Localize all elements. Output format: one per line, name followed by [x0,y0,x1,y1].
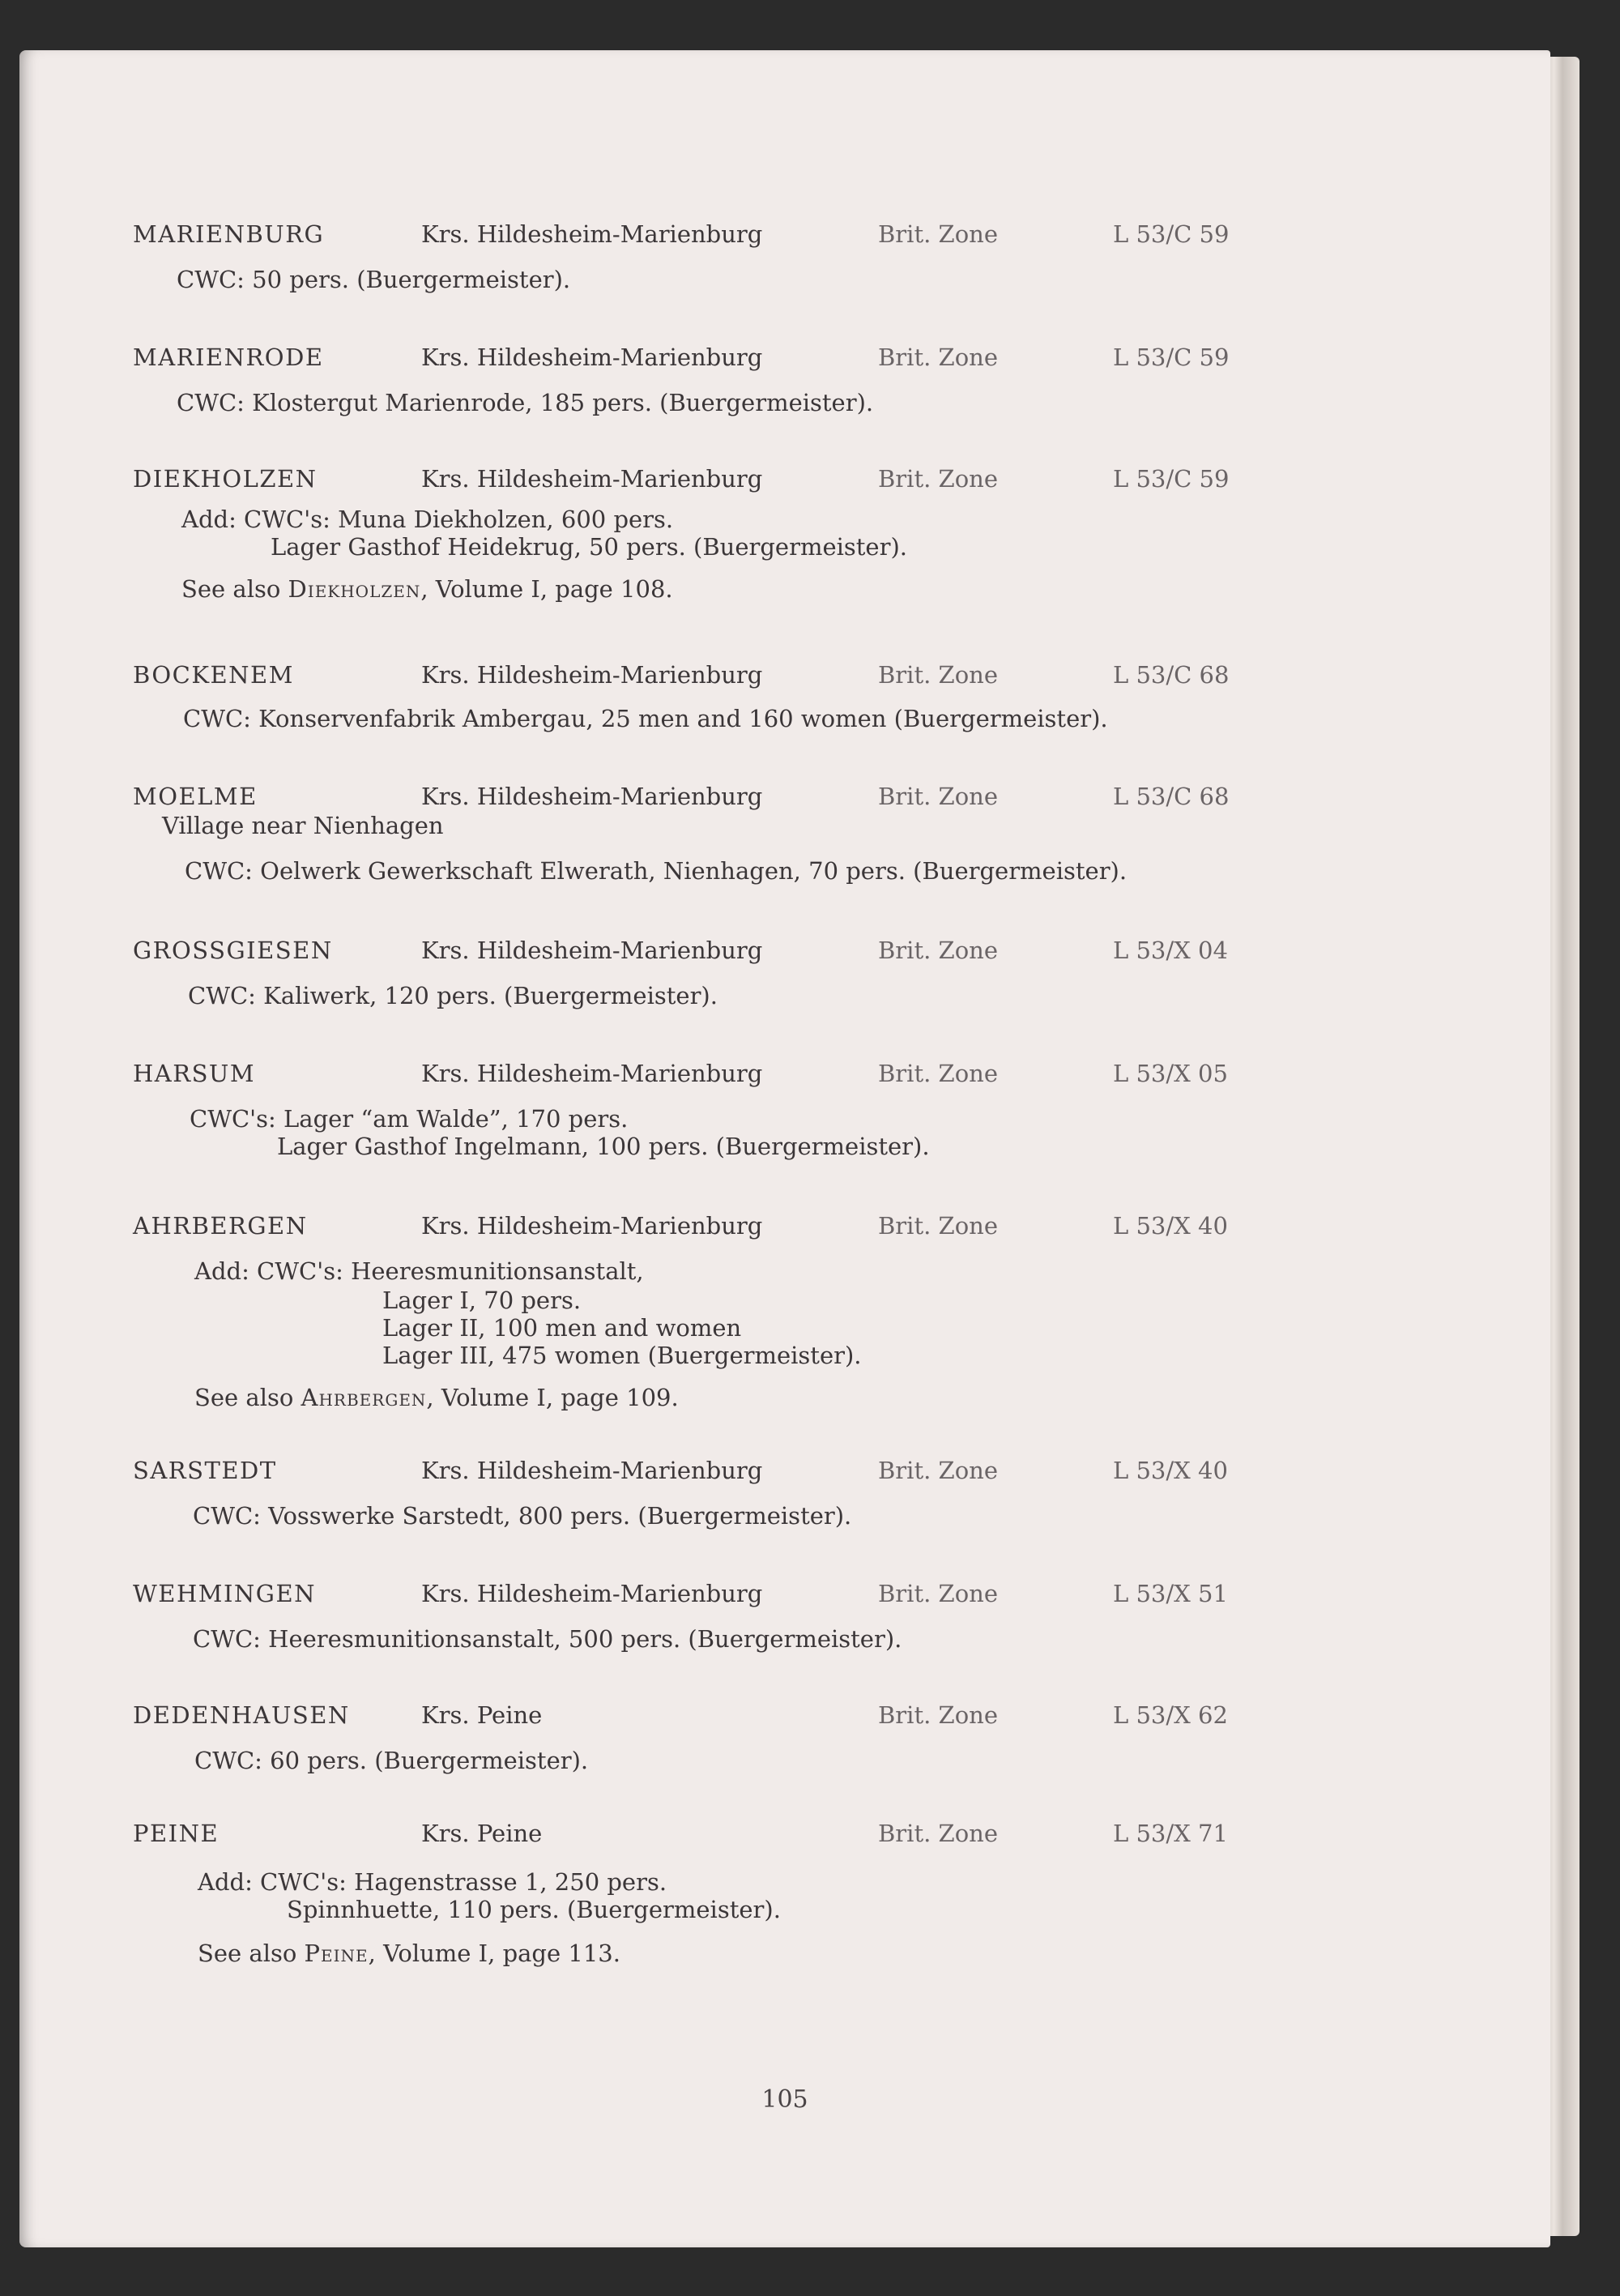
zone: Brit. Zone [878,783,998,810]
entry-subtitle: Village near Nienhagen [162,812,444,839]
district: Krs. Hildesheim-Marienburg [421,1580,763,1607]
zone: Brit. Zone [878,1701,998,1729]
entry-dedenhausen [19,1701,1550,1774]
document-page [19,50,1550,2247]
zone: Brit. Zone [878,344,998,371]
entry-detail: CWC: Kaliwerk, 120 pers. (Buergermeister). [188,982,718,1009]
see-also-reference: See also Peine, Volume I, page 113. [198,1940,620,1967]
entry-detail: CWC: Oelwerk Gewerkschaft Elwerath, Nienhagen, 70 pers. (Buergermeister). [185,857,1128,885]
entry-detail: CWC: Konservenfabrik Ambergau, 25 men and 160 women (Buergermeister). [183,705,1108,732]
entry-detail: Add: CWC's: Heeresmunitionsanstalt, [194,1257,644,1285]
place-name: DEDENHAUSEN [133,1701,350,1729]
zone: Brit. Zone [878,937,998,964]
entry-peine [19,1820,1550,1967]
entry-detail: Spinnhuette, 110 pers. (Buergermeister). [287,1896,781,1923]
entry-detail: CWC's: Lager “am Walde”, 170 pers. [190,1105,629,1133]
entry-bockenem [19,661,1550,732]
zone: Brit. Zone [878,1820,998,1847]
district: Krs. Hildesheim-Marienburg [421,1457,763,1484]
district: Krs. Hildesheim-Marienburg [421,465,763,493]
zone: Brit. Zone [878,1060,998,1087]
zone: Brit. Zone [878,220,998,248]
zone: Brit. Zone [878,1457,998,1484]
map-reference: L 53/X 40 [1113,1457,1228,1484]
place-name: PEINE [133,1820,220,1847]
entry-detail: Lager II, 100 men and women [382,1314,742,1342]
entry-detail: Lager Gasthof Ingelmann, 100 pers. (Buergermeister). [277,1133,930,1160]
entry-detail: Add: CWC's: Hagenstrasse 1, 250 pers. [198,1868,667,1896]
entry-detail: Lager III, 475 women (Buergermeister). [382,1342,862,1369]
see-also-reference: See also Diekholzen, Volume I, page 108. [181,575,673,603]
entry-wehmingen [19,1580,1550,1653]
place-name: DIEKHOLZEN [133,465,318,493]
district: Krs. Hildesheim-Marienburg [421,1060,763,1087]
entry-detail: CWC: Heeresmunitionsanstalt, 500 pers. (Buergermeister). [193,1625,902,1653]
zone: Brit. Zone [878,661,998,689]
zone: Brit. Zone [878,1212,998,1240]
district: Krs. Peine [421,1701,543,1729]
entry-detail: CWC: Klostergut Marienrode, 185 pers. (Buergermeister). [177,389,874,416]
entry-detail: CWC: 60 pers. (Buergermeister). [194,1747,589,1774]
map-reference: L 53/C 59 [1113,220,1230,248]
zone: Brit. Zone [878,1580,998,1607]
entry-grossgiesen [19,937,1550,1009]
place-name: MARIENBURG [133,220,325,248]
district: Krs. Peine [421,1820,543,1847]
district: Krs. Hildesheim-Marienburg [421,1212,763,1240]
place-name: GROSSGIESEN [133,937,333,964]
district: Krs. Hildesheim-Marienburg [421,783,763,810]
page-number: 105 [761,2085,808,2114]
map-reference: L 53/C 59 [1113,344,1230,371]
district: Krs. Hildesheim-Marienburg [421,661,763,689]
entry-detail: Add: CWC's: Muna Diekholzen, 600 pers. [181,506,674,533]
map-reference: L 53/X 62 [1113,1701,1228,1729]
place-name: BOCKENEM [133,661,294,689]
entry-detail: CWC: 50 pers. (Buergermeister). [177,266,571,293]
entry-detail: Lager Gasthof Heidekrug, 50 pers. (Buergermeister). [271,533,907,561]
map-reference: L 53/C 68 [1113,661,1230,689]
place-name: MARIENRODE [133,344,324,371]
place-name: HARSUM [133,1060,256,1087]
place-name: MOELME [133,783,258,810]
place-name: WEHMINGEN [133,1580,317,1607]
entry-marienrode [19,344,1550,416]
zone: Brit. Zone [878,465,998,493]
map-reference: L 53/C 68 [1113,783,1230,810]
map-reference: L 53/X 51 [1113,1580,1228,1607]
place-name: SARSTEDT [133,1457,277,1484]
map-reference: L 53/X 05 [1113,1060,1228,1087]
map-reference: L 53/X 71 [1113,1820,1228,1847]
entry-harsum [19,1060,1550,1160]
map-reference: L 53/C 59 [1113,465,1230,493]
entry-moelme [19,783,1550,885]
map-reference: L 53/X 04 [1113,937,1228,964]
map-reference: L 53/X 40 [1113,1212,1228,1240]
entry-diekholzen [19,465,1550,603]
district: Krs. Hildesheim-Marienburg [421,937,763,964]
place-name: AHRBERGEN [133,1212,308,1240]
entry-ahrbergen [19,1212,1550,1411]
entry-detail: Lager I, 70 pers. [382,1287,582,1314]
see-also-reference: See also Ahrbergen, Volume I, page 109. [194,1384,679,1411]
district: Krs. Hildesheim-Marienburg [421,220,763,248]
entry-detail: CWC: Vosswerke Sarstedt, 800 pers. (Buergermeister). [193,1502,852,1530]
district: Krs. Hildesheim-Marienburg [421,344,763,371]
entry-sarstedt [19,1457,1550,1530]
entry-marienburg [19,220,1550,293]
